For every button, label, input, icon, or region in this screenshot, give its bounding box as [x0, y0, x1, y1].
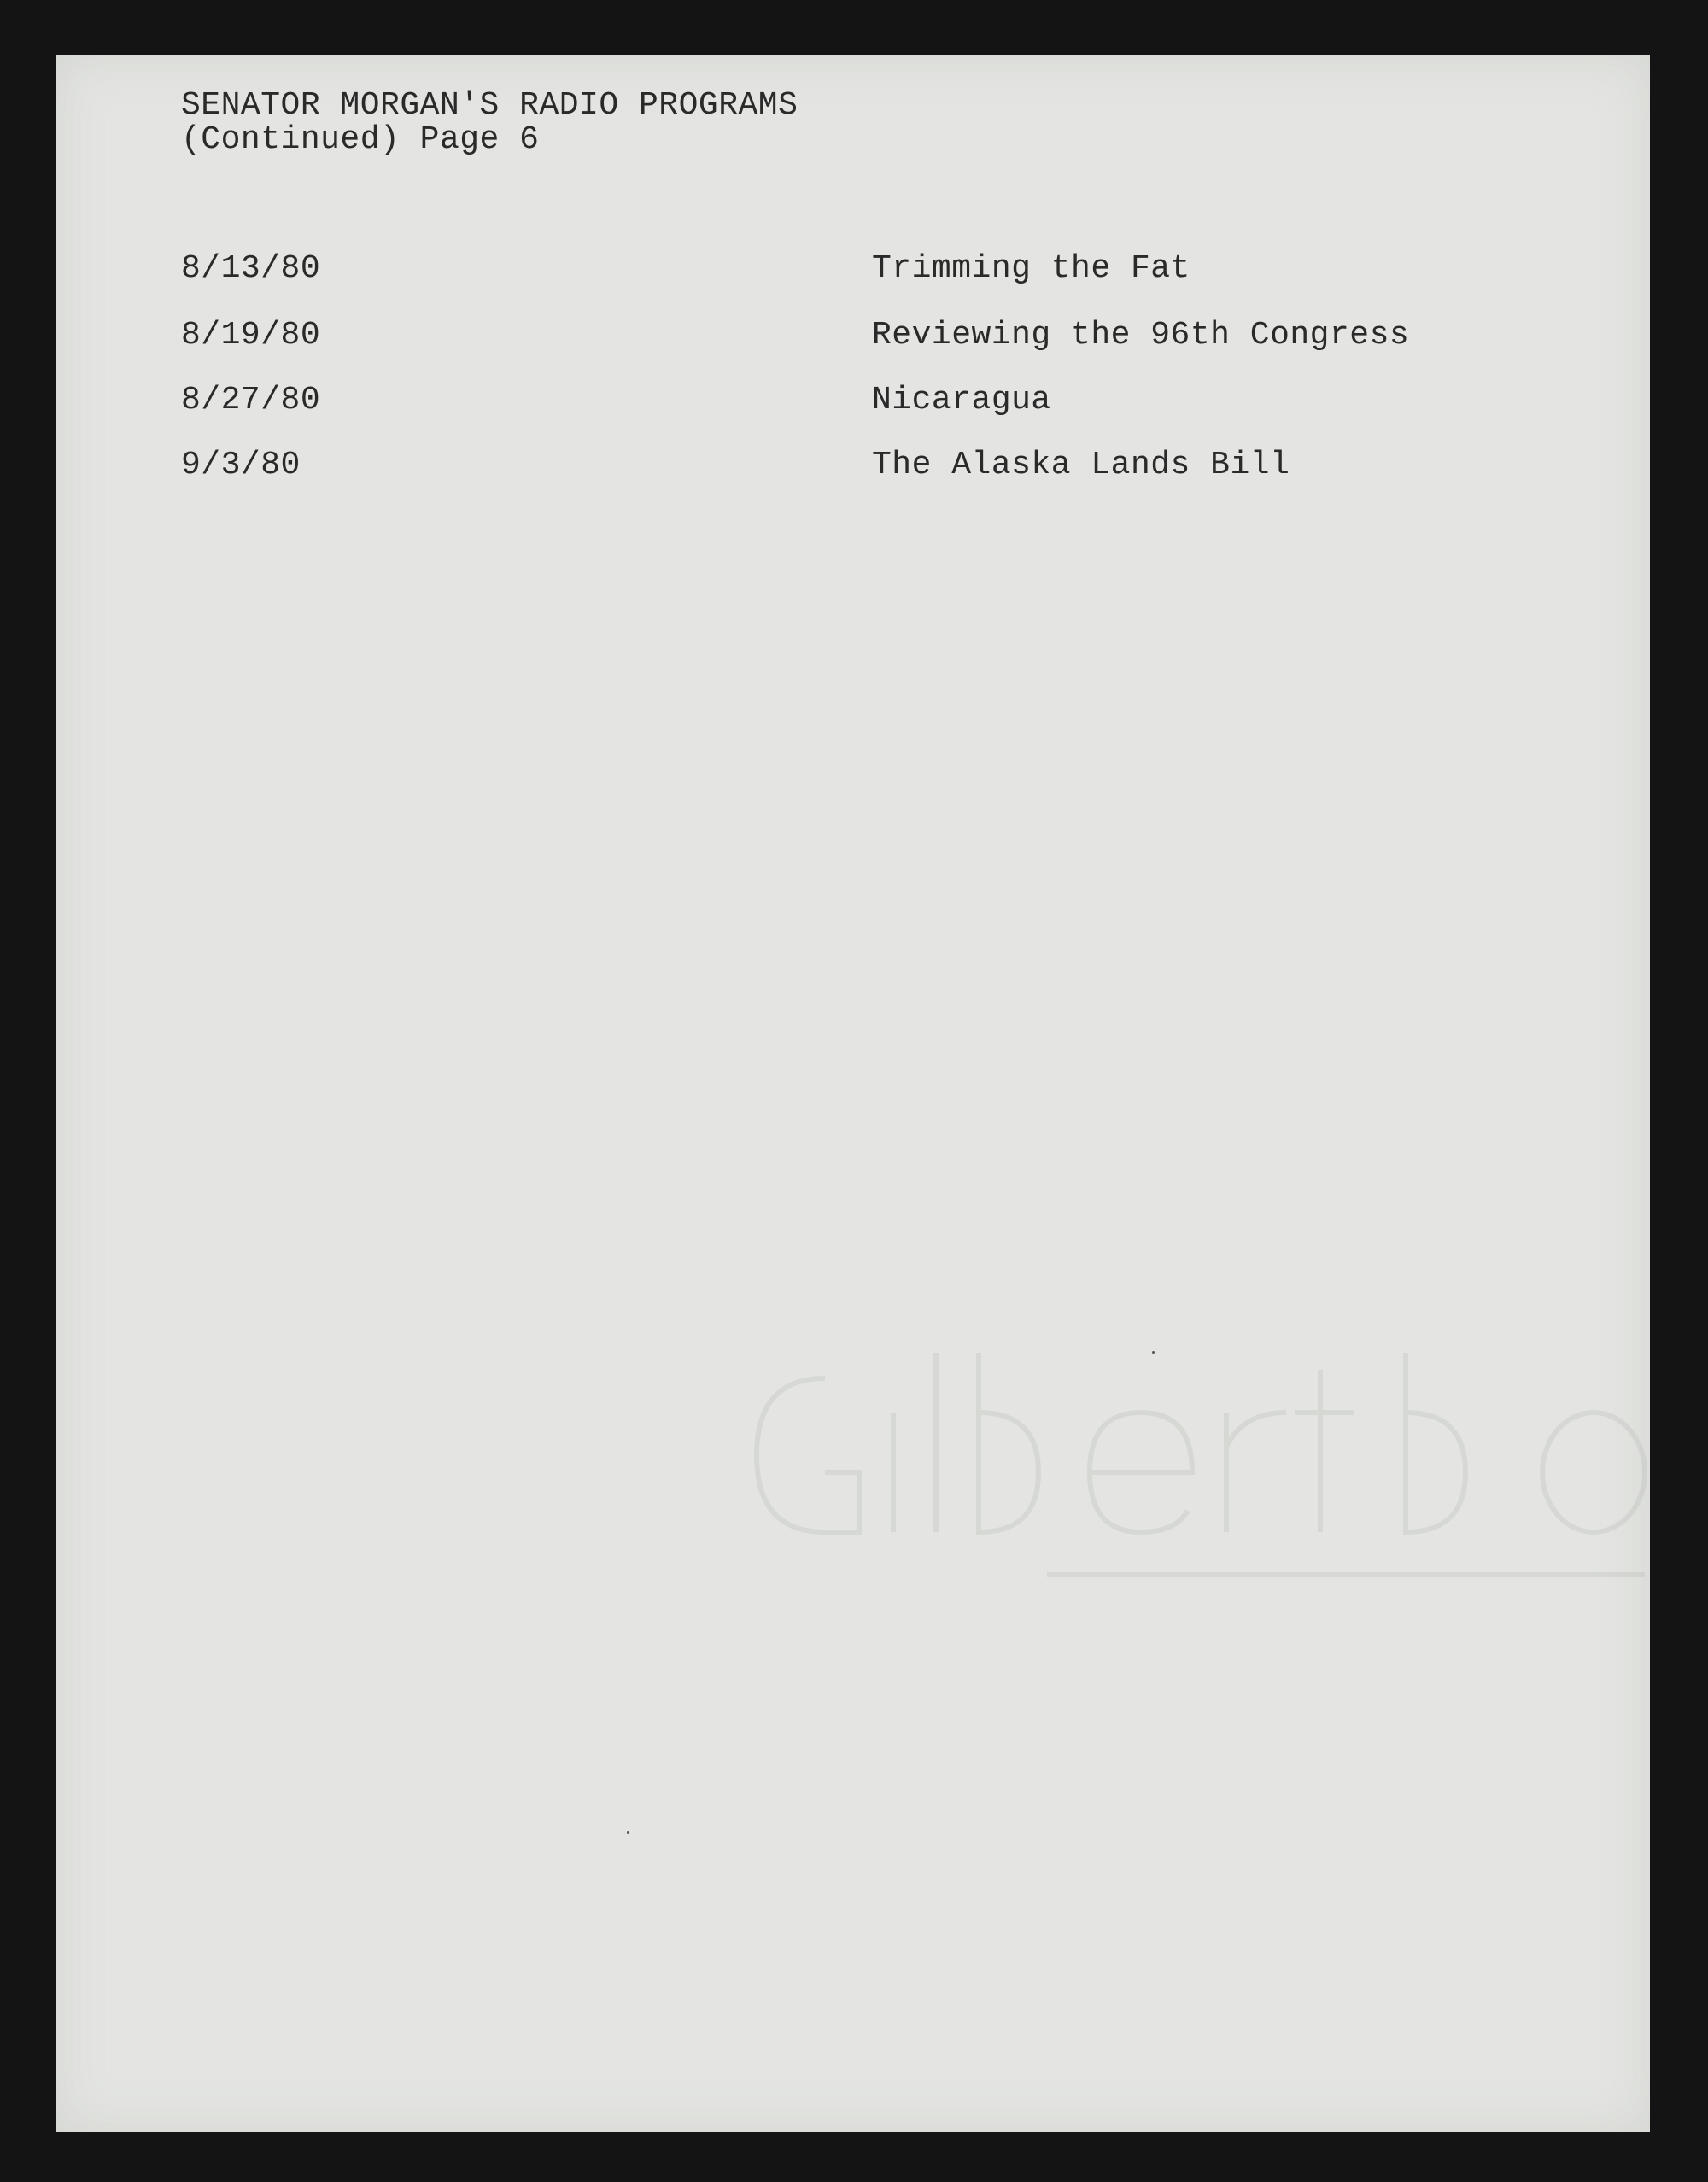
paper-speck — [1152, 1351, 1155, 1354]
entry-title: Nicaragua — [872, 382, 1051, 418]
paper-watermark — [722, 1327, 1662, 1635]
entry-date: 9/3/80 — [181, 447, 301, 483]
entry-date: 8/27/80 — [181, 382, 321, 418]
entry-title: Reviewing the 96th Congress — [872, 317, 1410, 354]
document-subtitle: (Continued) Page 6 — [181, 121, 540, 158]
paper-sheet — [56, 55, 1650, 2132]
entry-date: 8/19/80 — [181, 317, 321, 354]
entry-date: 8/13/80 — [181, 250, 321, 287]
paper-speck — [627, 1831, 629, 1834]
entry-title: Trimming the Fat — [872, 250, 1190, 287]
document-title: SENATOR MORGAN'S RADIO PROGRAMS — [181, 87, 798, 124]
entry-title: The Alaska Lands Bill — [872, 447, 1290, 483]
